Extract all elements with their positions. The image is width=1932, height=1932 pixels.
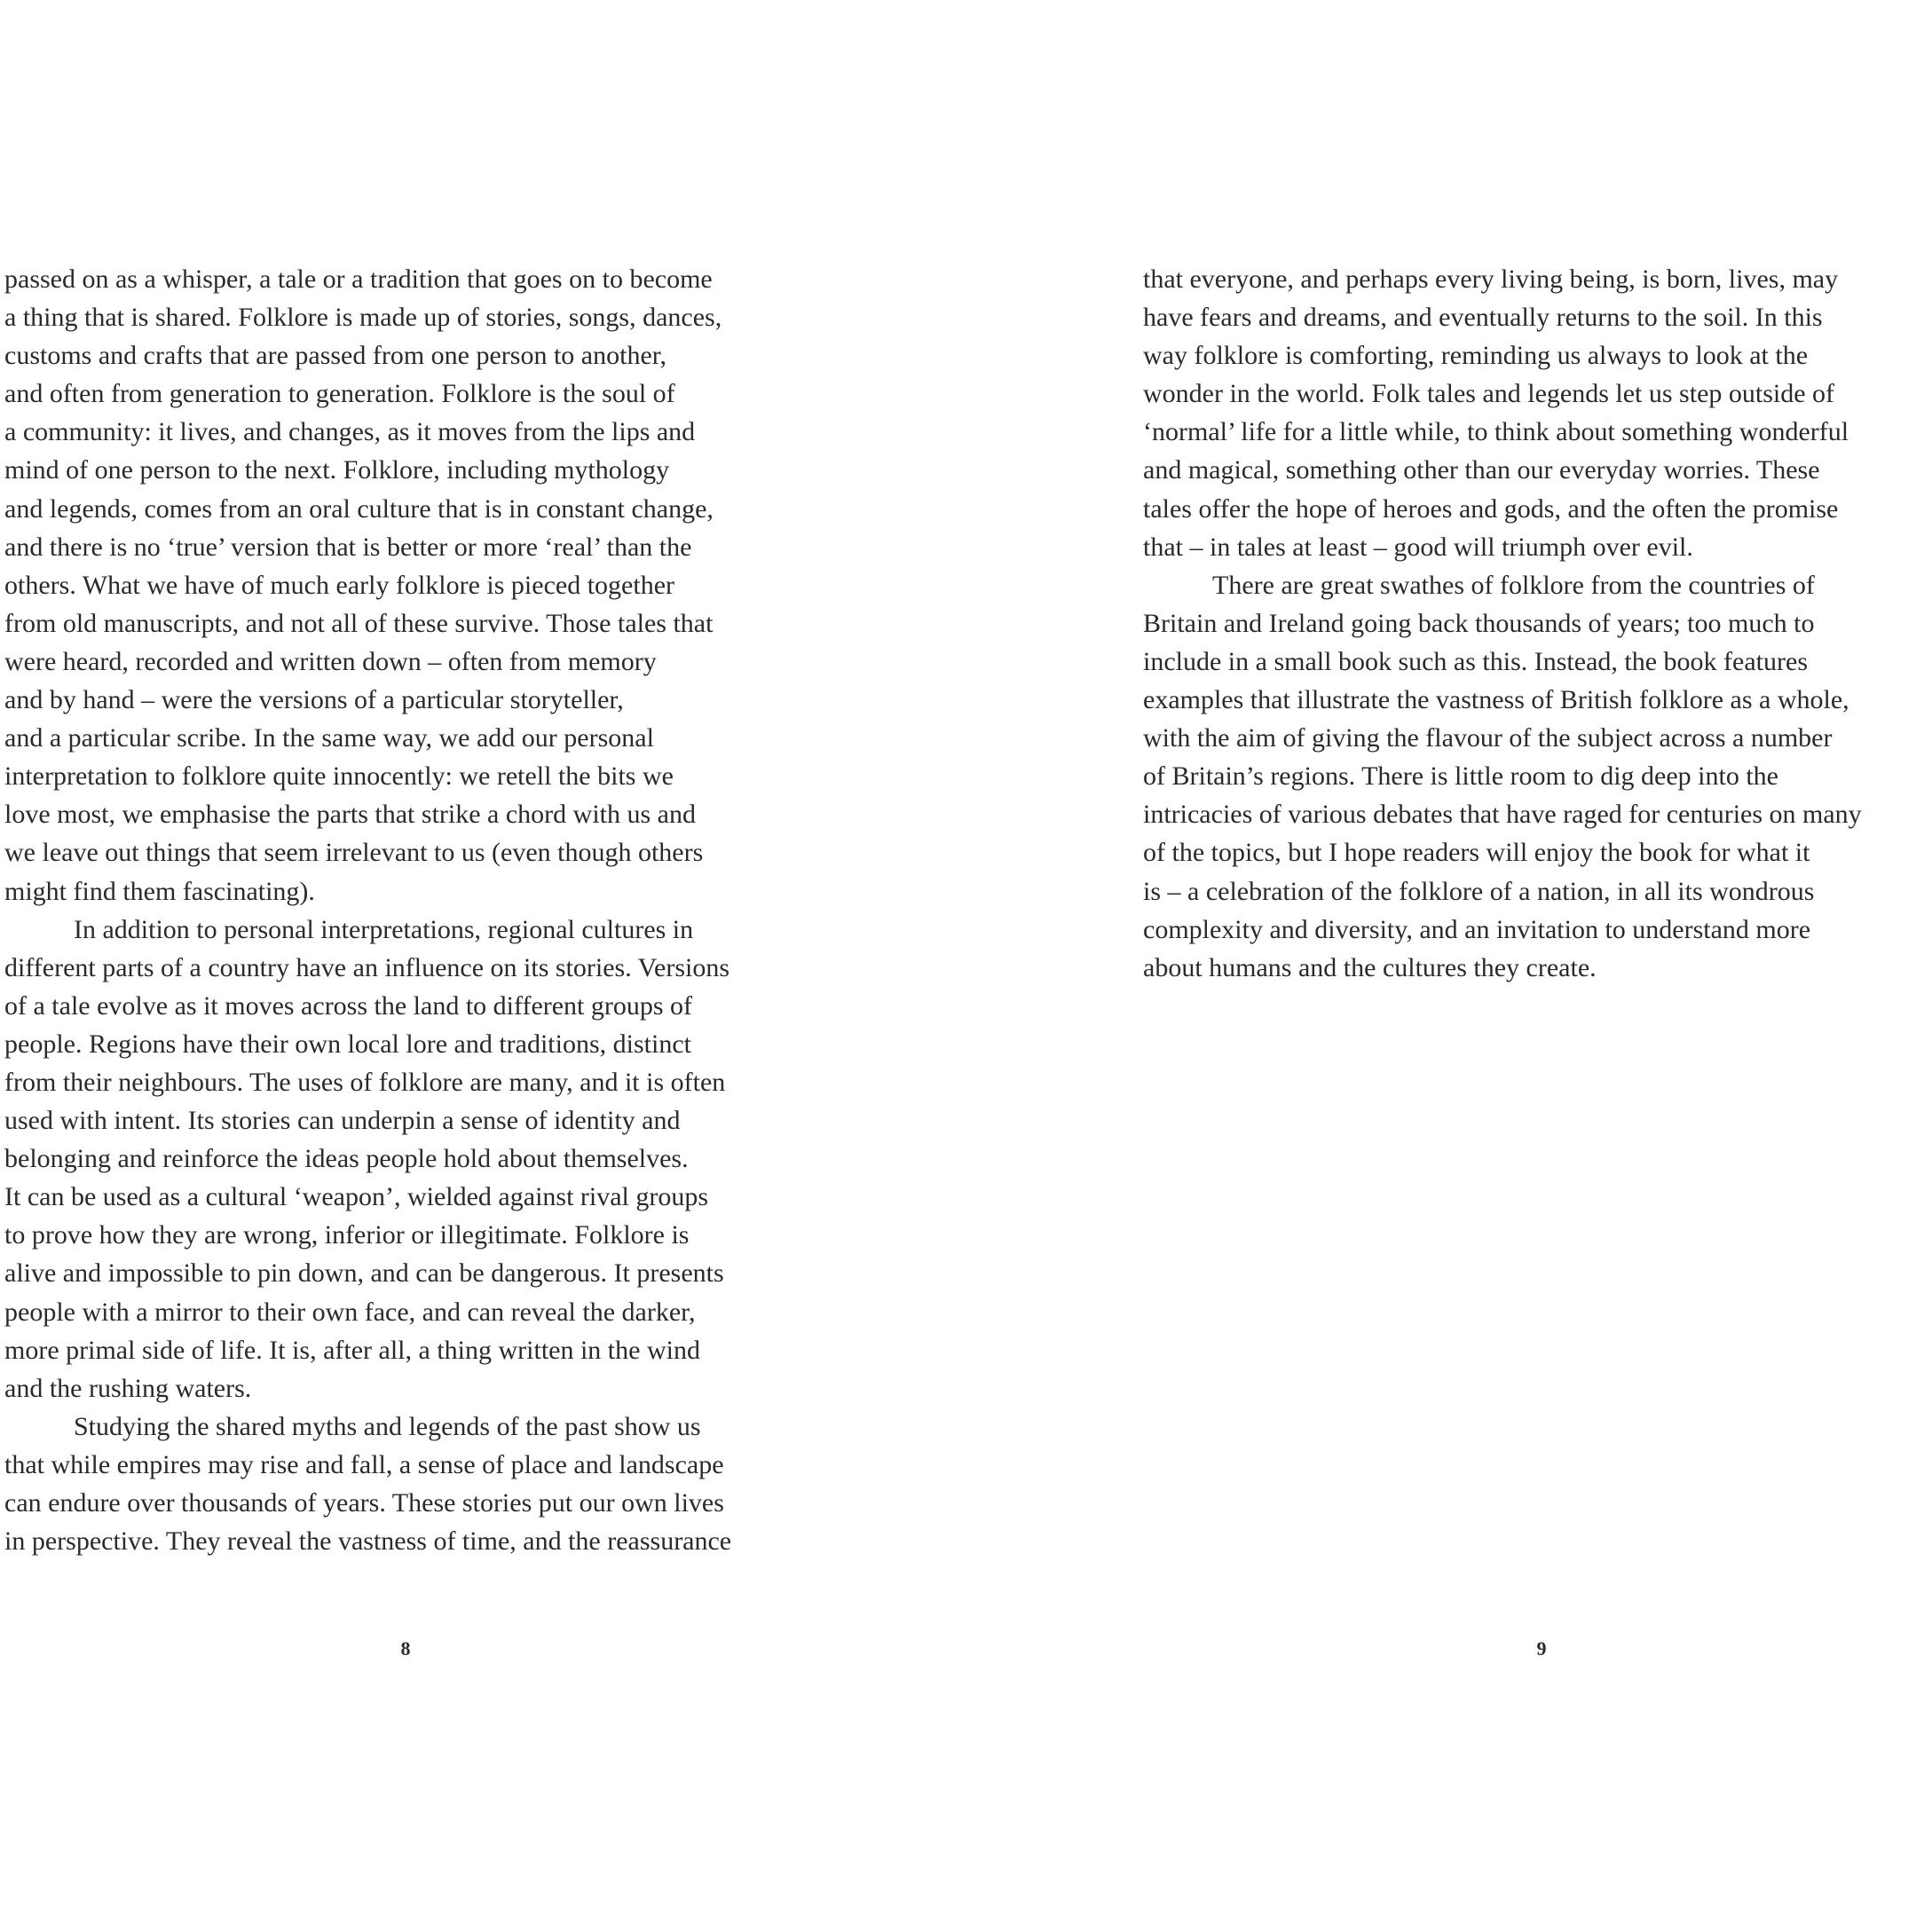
text-line: of Britain’s regions. There is little room to dig deep into the: [1143, 761, 1778, 792]
text-line: complexity and diversity, and an invitation to understand more: [1143, 914, 1811, 944]
paragraph-first-line: In addition to personal interpretations, regional cultures in: [74, 914, 694, 944]
text-line: of the topics, but I hope readers will enjoy the book for what it: [1143, 838, 1810, 868]
text-line: that everyone, and perhaps every living being, is born, lives, may: [1143, 264, 1839, 294]
text-line: passed on as a whisper, a tale or a tradition that goes on to become: [4, 264, 713, 294]
text-line: to prove how they are wrong, inferior or illegitimate. Folklore is: [4, 1220, 690, 1250]
text-line: is – a celebration of the folklore of a nation, in all its wondrous: [1143, 876, 1815, 906]
right-page: [966, 0, 1931, 1932]
text-line: ‘normal’ life for a little while, to think about something wonderful: [1143, 417, 1849, 447]
text-line: were heard, recorded and written down – often from memory: [4, 646, 657, 676]
text-line: about humans and the cultures they create.: [1143, 952, 1597, 982]
text-line: have fears and dreams, and eventually returns to the soil. In this: [1143, 303, 1823, 333]
text-line: and magical, something other than our everyday worries. These: [1143, 455, 1820, 485]
text-line: might find them fascinating).: [4, 876, 315, 906]
text-line: include in a small book such as this. Instead, the book features: [1143, 646, 1808, 676]
text-line: of a tale evolve as it moves across the land to different groups of: [4, 990, 693, 1021]
paragraph-first-line: Studying the shared myths and legends of the past show us: [74, 1411, 701, 1441]
text-line: wonder in the world. Folk tales and legends let us step outside of: [1143, 379, 1835, 409]
text-line: It can be used as a cultural ‘weapon’, wielded against rival groups: [4, 1182, 709, 1212]
text-line: examples that illustrate the vastness of British folklore as a whole,: [1143, 685, 1849, 715]
text-line: Britain and Ireland going back thousands of years; too much to: [1143, 608, 1815, 638]
text-line: customs and crafts that are passed from one person to another,: [4, 341, 667, 371]
text-line: in perspective. They reveal the vastness of time, and the reassurance: [4, 1526, 732, 1557]
text-line: and the rushing waters.: [4, 1373, 252, 1403]
page-number: 8: [400, 1637, 411, 1660]
text-line: a community: it lives, and changes, as it moves from the lips and: [4, 417, 696, 447]
text-line: alive and impossible to pin down, and can be dangerous. It presents: [4, 1258, 724, 1289]
text-line: can endure over thousands of years. These stories put our own lives: [4, 1488, 724, 1518]
paragraph-first-line: There are great swathes of folklore from the countries of: [1212, 570, 1815, 600]
text-line: a thing that is shared. Folklore is made up of stories, songs, dances,: [4, 303, 722, 333]
text-line: tales offer the hope of heroes and gods, and the often the promise: [1143, 493, 1839, 524]
text-line: people. Regions have their own local lore and traditions, distinct: [4, 1029, 691, 1059]
text-line: intricacies of various debates that have raged for centuries on many: [1143, 800, 1862, 830]
text-line: that while empires may rise and fall, a sense of place and landscape: [4, 1449, 724, 1479]
text-line: way folklore is comforting, reminding us always to look at the: [1143, 341, 1809, 371]
text-line: we leave out things that seem irrelevant to us (even though others: [4, 838, 704, 868]
right-page-body-text: [1143, 260, 1932, 987]
text-line: different parts of a country have an influence on its stories. Versions: [4, 952, 730, 982]
text-line: and a particular scribe. In the same way, we add our personal: [4, 723, 654, 753]
page-number: 9: [1536, 1637, 1547, 1660]
text-line: people with a mirror to their own face, and can reveal the darker,: [4, 1297, 696, 1327]
text-line: interpretation to folklore quite innocently: we retell the bits we: [4, 761, 674, 792]
text-line: from their neighbours. The uses of folklore are many, and it is often: [4, 1067, 726, 1097]
text-line: belonging and reinforce the ideas people hold about themselves.: [4, 1144, 689, 1174]
text-line: and there is no ‘true’ version that is better or more ‘real’ than the: [4, 532, 692, 562]
text-line: and often from generation to generation. Folklore is the soul of: [4, 379, 675, 409]
text-line: more primal side of life. It is, after all, a thing written in the wind: [4, 1335, 700, 1365]
text-line: and legends, comes from an oral culture that is in constant change,: [4, 493, 714, 524]
text-line: with the aim of giving the flavour of the subject across a number: [1143, 723, 1833, 753]
left-page-body-text: [4, 260, 830, 1560]
text-line: and by hand – were the versions of a particular storyteller,: [4, 685, 624, 715]
text-line: that – in tales at least – good will triumph over evil.: [1143, 532, 1693, 562]
text-line: others. What we have of much early folklore is pieced together: [4, 570, 674, 600]
text-line: used with intent. Its stories can underpin a sense of identity and: [4, 1106, 681, 1136]
text-line: from old manuscripts, and not all of these survive. Those tales that: [4, 608, 714, 638]
text-line: love most, we emphasise the parts that strike a chord with us and: [4, 800, 696, 830]
text-line: mind of one person to the next. Folklore, including mythology: [4, 455, 670, 485]
